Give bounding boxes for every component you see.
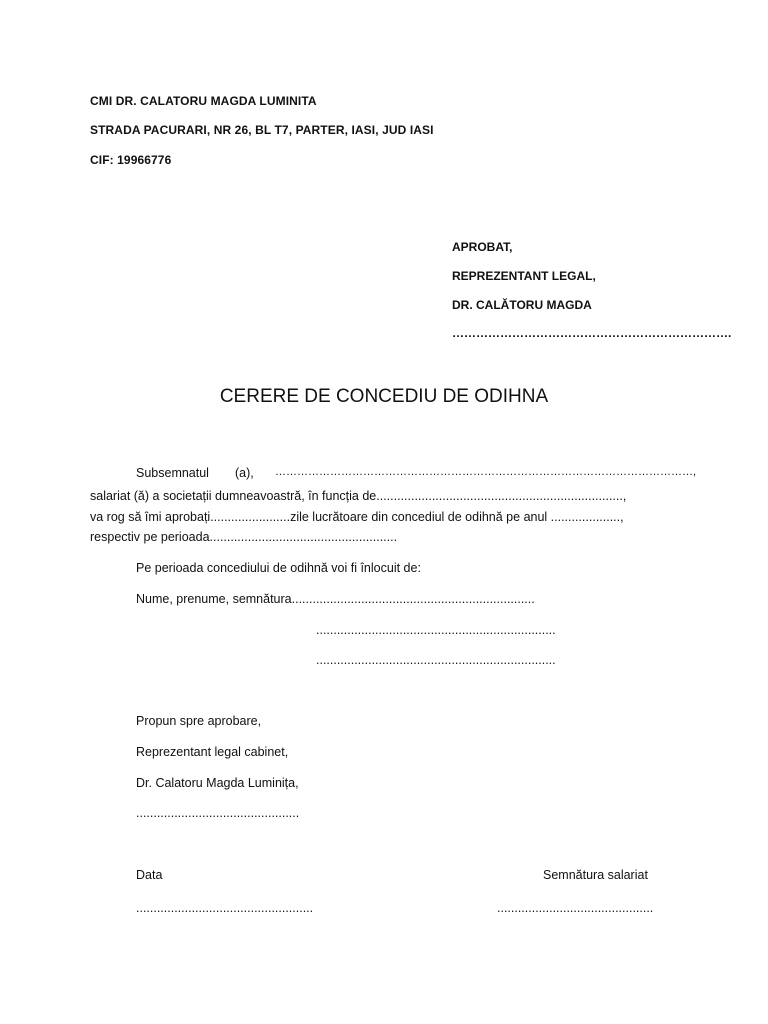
date-label: Data [136,868,163,882]
approval-label: APROBAT, [452,240,513,254]
employee-signature-label: Semnătura salariat [543,868,648,882]
document-title: CERERE DE CONCEDIU DE ODIHNA [219,386,549,407]
proposal-line-3: Dr. Calatoru Magda Luminița, [136,776,299,790]
proposal-line-1: Propun spre aprobare, [136,714,262,728]
name-blank-line: ……………………………………………………………………………………………………, [275,466,697,478]
approval-role: REPREZENTANT LEGAL, [452,269,596,283]
period-line: respectiv pe perioada...................................................... [90,530,398,544]
position-line: salariat (ă) a societații dumneavoastră, în funcția de......................................................................., [90,489,627,503]
days-request-line: va rog să îmi aprobați.......................zile lucrătoare din concediul de odihnă pe anul ...................., [90,510,624,524]
company-name: CMI DR. CALATORU MAGDA LUMINITA [90,94,317,108]
company-address: STRADA PACURARI, NR 26, BL T7, PARTER, IASI, JUD IASI [90,123,434,137]
company-cif: CIF: 19966776 [90,153,172,167]
replacement-name-line: Nume, prenume, semnătura...................................................................... [136,592,535,606]
replacement-extra-line-2: ..................................................................... [316,653,556,667]
replacement-extra-line-1: ..................................................................... [316,623,556,637]
subsemnatul-suffix: (a), [235,466,254,480]
replacement-intro: Pe perioada concediului de odihnă voi fi înlocuit de: [136,561,421,575]
proposal-signature-line: ............................................... [136,806,300,820]
employee-signature-line: ............................................. [497,901,654,915]
subsemnatul-label: Subsemnatul [136,466,209,480]
approval-signature-line: ……………………………………………………………. [452,326,732,340]
proposal-line-2: Reprezentant legal cabinet, [136,745,289,759]
date-line: ................................................... [136,901,314,915]
approval-person: DR. CALĂTORU MAGDA [452,298,592,312]
